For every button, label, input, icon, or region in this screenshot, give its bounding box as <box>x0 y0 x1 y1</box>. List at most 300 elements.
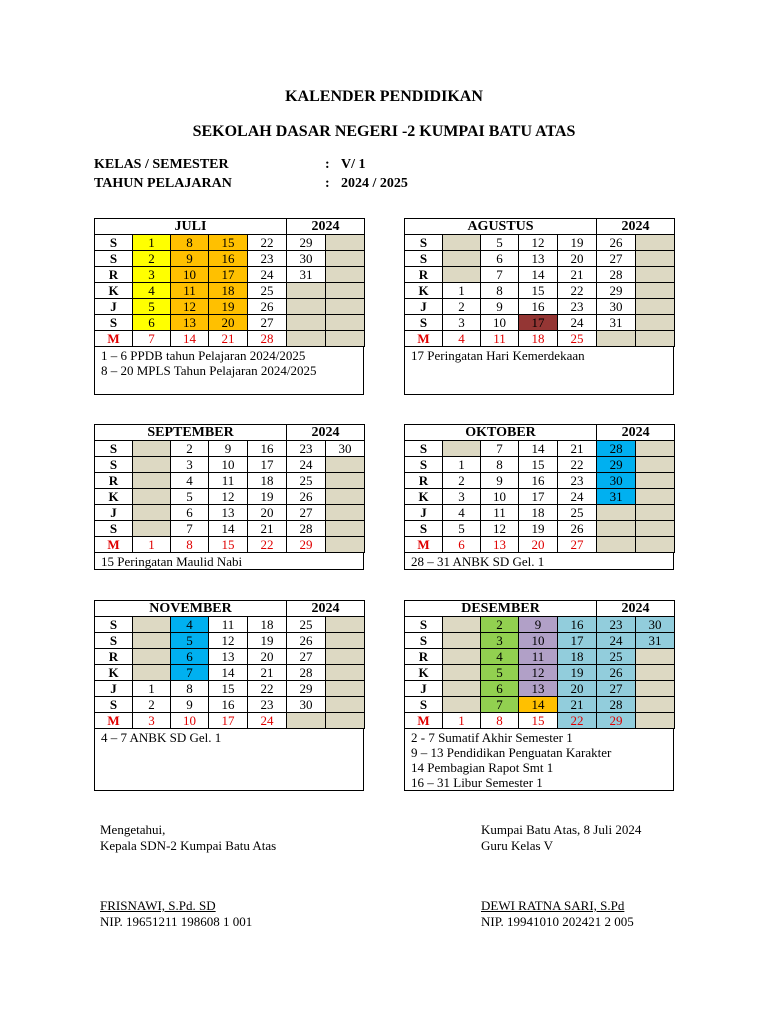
date-cell: 1 <box>443 457 481 473</box>
date-cell: 19 <box>248 489 287 505</box>
date-cell: 3 <box>133 713 171 729</box>
signature-left-line2: Kepala SDN-2 Kumpai Batu Atas <box>100 838 277 853</box>
date-cell: 12 <box>519 235 558 251</box>
date-cell <box>636 235 675 251</box>
date-cell: 25 <box>558 331 597 347</box>
date-cell <box>443 441 481 457</box>
month-notes <box>94 553 364 570</box>
date-cell: 11 <box>519 649 558 665</box>
date-cell <box>326 267 365 283</box>
date-cell: 8 <box>481 713 519 729</box>
note-item: 9 – 13 Pendidikan Penguatan Karakter <box>411 745 612 760</box>
class-semester-value: V/ 1 <box>341 157 366 172</box>
school-year-colon: : <box>325 176 330 191</box>
day-label: J <box>95 505 133 521</box>
date-cell: 2 <box>133 251 171 267</box>
note-item: 4 – 7 ANBK SD Gel. 1 <box>101 730 222 745</box>
date-cell <box>133 521 171 537</box>
date-cell: 15 <box>209 681 248 697</box>
school-name: SEKOLAH DASAR NEGERI -2 KUMPAI BATU ATAS <box>192 123 576 140</box>
school-year-label: TAHUN PELAJARAN <box>94 176 232 191</box>
date-cell: 28 <box>287 665 326 681</box>
date-cell <box>636 521 675 537</box>
month-name: DESEMBER <box>405 601 597 617</box>
date-cell <box>443 665 481 681</box>
date-cell: 6 <box>133 315 171 331</box>
date-cell: 23 <box>558 299 597 315</box>
date-cell <box>326 235 365 251</box>
date-cell: 26 <box>558 521 597 537</box>
date-cell <box>326 665 365 681</box>
date-cell: 29 <box>597 713 636 729</box>
week-row <box>405 505 675 521</box>
date-cell: 26 <box>287 633 326 649</box>
date-cell: 8 <box>481 457 519 473</box>
date-cell <box>443 267 481 283</box>
month-year: 2024 <box>287 601 365 617</box>
calendar-juli <box>94 218 364 395</box>
week-row <box>95 473 365 489</box>
signature-right-identity <box>481 898 634 930</box>
date-cell: 20 <box>209 315 248 331</box>
date-cell <box>636 267 675 283</box>
date-cell: 28 <box>597 267 636 283</box>
date-cell: 27 <box>248 315 287 331</box>
date-cell <box>133 649 171 665</box>
date-cell <box>287 331 326 347</box>
date-cell <box>443 681 481 697</box>
date-cell: 23 <box>248 697 287 713</box>
week-row <box>405 633 675 649</box>
date-cell: 5 <box>443 521 481 537</box>
day-label: S <box>95 457 133 473</box>
day-label: R <box>405 267 443 283</box>
date-cell: 30 <box>597 299 636 315</box>
day-label: R <box>405 473 443 489</box>
date-cell: 6 <box>443 537 481 553</box>
date-cell: 17 <box>558 633 597 649</box>
date-cell: 2 <box>481 617 519 633</box>
date-cell: 17 <box>519 315 558 331</box>
date-cell: 14 <box>519 267 558 283</box>
note-item: 1 – 6 PPDB tahun Pelajaran 2024/2025 <box>101 348 306 363</box>
day-label: K <box>95 283 133 299</box>
month-year: 2024 <box>597 219 675 235</box>
date-cell: 12 <box>481 521 519 537</box>
note-item: 16 – 31 Libur Semester 1 <box>411 775 543 790</box>
week-row <box>95 665 365 681</box>
note-item: 8 – 20 MPLS Tahun Pelajaran 2024/2025 <box>101 363 317 378</box>
week-row <box>95 315 365 331</box>
note-item: 14 Pembagian Rapot Smt 1 <box>411 760 554 775</box>
date-cell <box>133 441 171 457</box>
date-cell: 28 <box>248 331 287 347</box>
date-cell <box>636 251 675 267</box>
date-cell: 22 <box>248 681 287 697</box>
day-label: R <box>405 649 443 665</box>
date-cell: 1 <box>443 713 481 729</box>
date-cell <box>443 251 481 267</box>
date-cell: 9 <box>481 299 519 315</box>
week-row <box>405 665 675 681</box>
date-cell: 10 <box>519 633 558 649</box>
day-label: M <box>95 713 133 729</box>
signature-right-line1: Kumpai Batu Atas, 8 Juli 2024 <box>481 822 642 837</box>
day-label: S <box>95 633 133 649</box>
signature-right <box>481 822 641 854</box>
signature-right-nip: NIP. 19941010 202421 2 005 <box>481 914 634 929</box>
date-cell: 19 <box>558 235 597 251</box>
date-cell <box>326 251 365 267</box>
date-cell: 21 <box>248 665 287 681</box>
date-cell: 12 <box>171 299 209 315</box>
calendar-agustus <box>404 218 674 395</box>
date-cell: 19 <box>248 633 287 649</box>
date-cell: 5 <box>133 299 171 315</box>
date-cell: 25 <box>597 649 636 665</box>
date-cell: 21 <box>558 441 597 457</box>
date-cell: 15 <box>519 713 558 729</box>
signature-right-line2: Guru Kelas V <box>481 838 553 853</box>
date-cell: 25 <box>287 473 326 489</box>
date-cell: 18 <box>558 649 597 665</box>
calendar-september <box>94 424 364 570</box>
date-cell <box>133 617 171 633</box>
date-cell: 10 <box>481 489 519 505</box>
day-label: K <box>95 489 133 505</box>
date-cell <box>326 681 365 697</box>
day-label: K <box>405 489 443 505</box>
date-cell <box>326 713 365 729</box>
date-cell: 20 <box>558 251 597 267</box>
date-cell <box>326 315 365 331</box>
date-cell: 12 <box>209 489 248 505</box>
day-label: S <box>405 521 443 537</box>
date-cell: 28 <box>287 521 326 537</box>
day-label: S <box>405 633 443 649</box>
date-cell: 25 <box>287 617 326 633</box>
date-cell <box>636 649 675 665</box>
date-cell: 20 <box>558 681 597 697</box>
date-cell <box>326 505 365 521</box>
date-cell: 4 <box>443 331 481 347</box>
date-cell: 8 <box>481 283 519 299</box>
date-cell: 22 <box>248 537 287 553</box>
week-row <box>405 441 675 457</box>
day-label: M <box>95 537 133 553</box>
date-cell: 17 <box>209 713 248 729</box>
date-cell: 27 <box>597 251 636 267</box>
day-label: R <box>95 473 133 489</box>
date-cell: 5 <box>171 489 209 505</box>
date-cell: 29 <box>597 457 636 473</box>
date-cell: 1 <box>133 235 171 251</box>
week-row <box>405 697 675 713</box>
week-row <box>405 299 675 315</box>
day-label: S <box>95 315 133 331</box>
date-cell: 20 <box>248 505 287 521</box>
date-cell: 31 <box>636 633 675 649</box>
date-cell: 24 <box>248 713 287 729</box>
date-cell: 22 <box>248 235 287 251</box>
date-cell: 28 <box>597 441 636 457</box>
week-row <box>405 617 675 633</box>
date-cell: 30 <box>636 617 675 633</box>
week-row <box>95 267 365 283</box>
date-cell: 7 <box>481 441 519 457</box>
date-cell: 17 <box>209 267 248 283</box>
date-cell <box>636 505 675 521</box>
calendar-desember <box>404 600 674 791</box>
week-row <box>405 251 675 267</box>
date-cell: 9 <box>209 441 248 457</box>
date-cell: 14 <box>209 521 248 537</box>
date-cell <box>597 521 636 537</box>
date-cell <box>326 331 365 347</box>
week-row <box>405 537 675 553</box>
date-cell: 3 <box>133 267 171 283</box>
date-cell: 6 <box>171 649 209 665</box>
date-cell: 27 <box>287 505 326 521</box>
date-cell: 19 <box>209 299 248 315</box>
month-notes <box>94 729 364 791</box>
date-cell: 16 <box>558 617 597 633</box>
date-cell: 11 <box>209 473 248 489</box>
week-row <box>405 331 675 347</box>
date-cell <box>636 331 675 347</box>
date-cell <box>636 713 675 729</box>
date-cell: 18 <box>519 331 558 347</box>
signature-left-nip: NIP. 19651211 198608 1 001 <box>100 914 253 929</box>
date-cell: 17 <box>519 489 558 505</box>
month-name: AGUSTUS <box>405 219 597 235</box>
date-cell: 15 <box>519 283 558 299</box>
date-cell: 18 <box>209 283 248 299</box>
date-cell: 27 <box>558 537 597 553</box>
date-cell: 18 <box>248 617 287 633</box>
date-cell: 15 <box>519 457 558 473</box>
date-cell: 4 <box>171 617 209 633</box>
date-cell: 14 <box>519 697 558 713</box>
day-label: K <box>405 665 443 681</box>
date-cell <box>133 505 171 521</box>
date-cell <box>636 681 675 697</box>
date-cell: 10 <box>481 315 519 331</box>
date-cell: 21 <box>558 697 597 713</box>
date-cell: 16 <box>519 473 558 489</box>
calendar-november <box>94 600 364 791</box>
date-cell: 11 <box>171 283 209 299</box>
day-label: S <box>405 251 443 267</box>
date-cell <box>326 489 365 505</box>
date-cell: 12 <box>209 633 248 649</box>
date-cell <box>636 473 675 489</box>
date-cell: 4 <box>443 505 481 521</box>
date-cell <box>443 633 481 649</box>
date-cell <box>636 441 675 457</box>
week-row <box>405 235 675 251</box>
date-cell: 4 <box>133 283 171 299</box>
date-cell <box>636 299 675 315</box>
day-label: R <box>95 267 133 283</box>
date-cell <box>133 457 171 473</box>
day-label: R <box>95 649 133 665</box>
week-row <box>95 505 365 521</box>
date-cell <box>287 299 326 315</box>
date-cell <box>636 489 675 505</box>
date-cell: 22 <box>558 457 597 473</box>
day-label: S <box>405 617 443 633</box>
date-cell: 7 <box>171 521 209 537</box>
date-cell <box>326 457 365 473</box>
date-cell: 11 <box>481 331 519 347</box>
date-cell: 30 <box>287 251 326 267</box>
signature-right-name: DEWI RATNA SARI, S.Pd <box>481 898 625 913</box>
date-cell: 5 <box>481 235 519 251</box>
date-cell <box>443 697 481 713</box>
date-cell: 3 <box>443 489 481 505</box>
week-row <box>95 681 365 697</box>
calendar-oktober <box>404 424 674 570</box>
day-label: S <box>405 457 443 473</box>
date-cell: 23 <box>287 441 326 457</box>
date-cell <box>326 697 365 713</box>
date-cell: 24 <box>248 267 287 283</box>
date-cell <box>133 473 171 489</box>
date-cell: 19 <box>519 521 558 537</box>
date-cell: 14 <box>171 331 209 347</box>
date-cell: 23 <box>558 473 597 489</box>
day-label: J <box>95 681 133 697</box>
week-row <box>405 315 675 331</box>
week-row <box>95 633 365 649</box>
date-cell: 19 <box>558 665 597 681</box>
day-label: K <box>95 665 133 681</box>
month-year: 2024 <box>287 425 365 441</box>
date-cell: 31 <box>597 315 636 331</box>
date-cell: 2 <box>443 473 481 489</box>
date-cell: 29 <box>287 235 326 251</box>
month-notes <box>404 553 674 570</box>
date-cell: 4 <box>481 649 519 665</box>
signature-left-line1: Mengetahui, <box>100 822 166 837</box>
date-cell: 17 <box>248 457 287 473</box>
date-cell: 9 <box>171 697 209 713</box>
date-cell: 11 <box>209 617 248 633</box>
date-cell: 6 <box>481 251 519 267</box>
month-notes <box>404 347 674 395</box>
week-row <box>95 441 365 457</box>
month-name: SEPTEMBER <box>95 425 287 441</box>
date-cell: 18 <box>519 505 558 521</box>
date-cell: 15 <box>209 235 248 251</box>
date-cell <box>636 697 675 713</box>
week-row <box>95 235 365 251</box>
day-label: S <box>405 441 443 457</box>
class-semester-colon: : <box>325 157 330 172</box>
date-cell <box>597 537 636 553</box>
document-title: KALENDER PENDIDIKAN <box>285 88 483 105</box>
week-row <box>405 489 675 505</box>
date-cell <box>326 521 365 537</box>
date-cell: 3 <box>443 315 481 331</box>
day-label: S <box>95 251 133 267</box>
date-cell: 7 <box>481 267 519 283</box>
date-cell: 10 <box>209 457 248 473</box>
date-cell: 13 <box>209 505 248 521</box>
date-cell: 30 <box>326 441 365 457</box>
date-cell: 8 <box>171 235 209 251</box>
week-row <box>405 521 675 537</box>
day-label: S <box>405 315 443 331</box>
date-cell: 27 <box>597 681 636 697</box>
date-cell: 16 <box>209 697 248 713</box>
week-row <box>405 473 675 489</box>
day-label: M <box>405 537 443 553</box>
date-cell: 24 <box>597 633 636 649</box>
date-cell: 24 <box>287 457 326 473</box>
day-label: S <box>95 521 133 537</box>
date-cell: 14 <box>519 441 558 457</box>
date-cell: 12 <box>519 665 558 681</box>
week-row <box>95 299 365 315</box>
date-cell: 13 <box>481 537 519 553</box>
date-cell <box>326 283 365 299</box>
date-cell: 18 <box>248 473 287 489</box>
day-label: J <box>405 681 443 697</box>
day-label: S <box>95 617 133 633</box>
date-cell <box>326 649 365 665</box>
date-cell: 31 <box>287 267 326 283</box>
date-cell: 7 <box>133 331 171 347</box>
class-semester-label: KELAS / SEMESTER <box>94 157 229 172</box>
note-item: 28 – 31 ANBK SD Gel. 1 <box>411 554 545 569</box>
date-cell <box>636 457 675 473</box>
day-label: M <box>95 331 133 347</box>
date-cell <box>326 537 365 553</box>
school-year-value: 2024 / 2025 <box>341 176 408 191</box>
date-cell: 20 <box>248 649 287 665</box>
date-cell: 5 <box>171 633 209 649</box>
month-notes <box>404 729 674 791</box>
date-cell: 16 <box>209 251 248 267</box>
date-cell <box>636 283 675 299</box>
date-cell: 9 <box>171 251 209 267</box>
date-cell: 21 <box>558 267 597 283</box>
week-row <box>95 649 365 665</box>
date-cell: 29 <box>287 537 326 553</box>
date-cell: 29 <box>287 681 326 697</box>
day-label: M <box>405 331 443 347</box>
date-cell: 6 <box>171 505 209 521</box>
week-row <box>405 649 675 665</box>
signature-left-name: FRISNAWI, S.Pd. SD <box>100 898 216 913</box>
date-cell <box>287 283 326 299</box>
date-cell: 9 <box>481 473 519 489</box>
date-cell: 6 <box>481 681 519 697</box>
week-row <box>95 617 365 633</box>
week-row <box>95 697 365 713</box>
date-cell: 13 <box>519 681 558 697</box>
day-label: S <box>95 697 133 713</box>
date-cell <box>597 505 636 521</box>
week-row <box>95 713 365 729</box>
month-name: NOVEMBER <box>95 601 287 617</box>
date-cell: 25 <box>558 505 597 521</box>
date-cell: 31 <box>597 489 636 505</box>
date-cell <box>443 649 481 665</box>
month-year: 2024 <box>597 601 675 617</box>
